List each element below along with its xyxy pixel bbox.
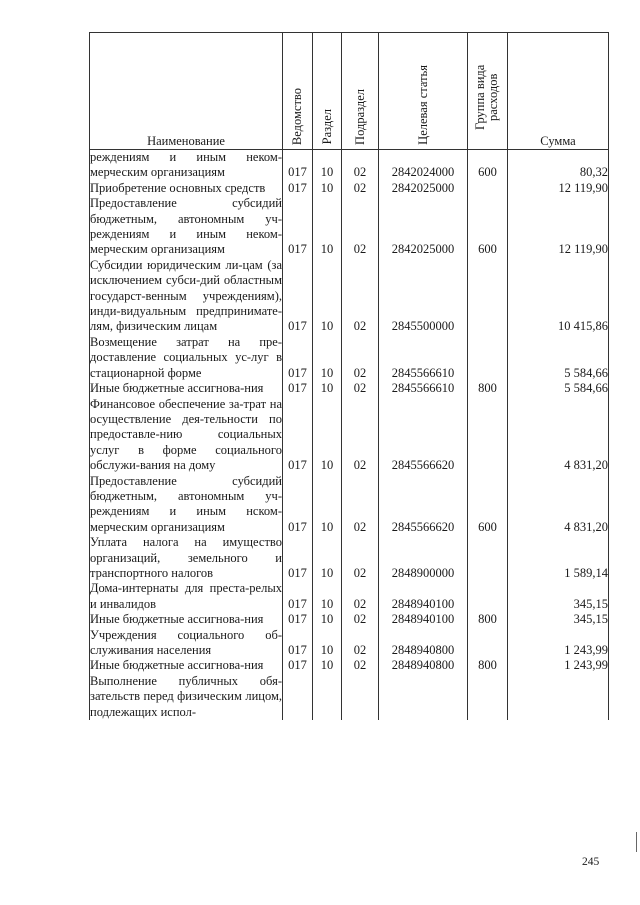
row-subsection: 02 bbox=[342, 581, 379, 612]
row-sum: 1 243,99 bbox=[508, 628, 609, 659]
row-name: Выполнение публичных обя-зательств перед физическим лицом, подлежащих испол- bbox=[90, 673, 282, 719]
row-subsection: 02 bbox=[342, 612, 379, 627]
row-subsection: 02 bbox=[342, 397, 379, 474]
row-name: Иные бюджетные ассигнова-ния bbox=[90, 381, 283, 396]
row-expense-group: 600 bbox=[468, 196, 508, 258]
row-target-item: 2848940100 bbox=[379, 581, 468, 612]
row-department: 017 bbox=[283, 658, 313, 673]
row-sum: 4 831,20 bbox=[508, 397, 609, 474]
row-subsection: 02 bbox=[342, 658, 379, 673]
row-target-item: 2842025000 bbox=[379, 196, 468, 258]
row-sum: 1 589,14 bbox=[508, 535, 609, 581]
table-row bbox=[90, 397, 609, 474]
row-subsection: 02 bbox=[342, 150, 379, 181]
table-row bbox=[90, 196, 609, 258]
row-section: 10 bbox=[313, 628, 342, 659]
scan-edge-mark bbox=[636, 832, 637, 852]
row-section: 10 bbox=[313, 335, 342, 381]
header-subsection: Подраздел bbox=[342, 33, 379, 150]
row-name: Субсидии юридическим ли-цам (за исключением субси-дий областным государст-венным учреждениям), инди-видуальным предпринимате-лям, физическим лицам bbox=[90, 257, 282, 334]
row-sum: 345,15 bbox=[508, 581, 609, 612]
row-subsection: 02 bbox=[342, 628, 379, 659]
row-name: Дома-интернаты для преста-релых и инвалидов bbox=[90, 581, 282, 611]
row-subsection: 02 bbox=[342, 181, 379, 196]
row-target-item: 2842025000 bbox=[379, 181, 468, 196]
row-department: 017 bbox=[283, 335, 313, 381]
row-target-item bbox=[379, 674, 468, 720]
row-section: 10 bbox=[313, 196, 342, 258]
row-name: Финансовое обеспечение за-трат на осуществление дея-тельности по предоставле-нию социальных услуг в форме социального обслужи-вания на дому bbox=[90, 396, 282, 473]
row-name: Возмещение затрат на пре-доставление социальных ус-луг в стационарной форме bbox=[90, 334, 282, 380]
row-target-item: 2848900000 bbox=[379, 535, 468, 581]
row-expense-group bbox=[468, 674, 508, 720]
table-row bbox=[90, 258, 609, 335]
row-name: Предоставление субсидий бюджетным, автономным уч-реждениям и иным неком-мерческим организациям bbox=[90, 196, 282, 257]
row-department: 017 bbox=[283, 628, 313, 659]
row-sum: 12 119,90 bbox=[508, 196, 609, 258]
header-sum: Сумма bbox=[508, 33, 609, 150]
row-department: 017 bbox=[283, 181, 313, 196]
row-subsection: 02 bbox=[342, 474, 379, 536]
row-sum bbox=[508, 674, 609, 720]
table-row bbox=[90, 674, 609, 720]
budget-table bbox=[89, 32, 609, 720]
row-target-item: 2842024000 bbox=[379, 150, 468, 181]
row-department: 017 bbox=[283, 381, 313, 396]
row-target-item: 2848940800 bbox=[379, 658, 468, 673]
row-target-item: 2845566620 bbox=[379, 474, 468, 536]
row-subsection: 02 bbox=[342, 196, 379, 258]
row-name: Предоставление субсидий бюджетным, автономным уч-реждениям и иным нском-мерческим организациям bbox=[90, 473, 282, 534]
row-department: 017 bbox=[283, 397, 313, 474]
row-section: 10 bbox=[313, 381, 342, 396]
row-section: 10 bbox=[313, 474, 342, 536]
row-subsection bbox=[342, 674, 379, 720]
row-sum: 5 584,66 bbox=[508, 381, 609, 396]
row-expense-group bbox=[468, 181, 508, 196]
row-section: 10 bbox=[313, 581, 342, 612]
row-expense-group: 800 bbox=[468, 381, 508, 396]
row-expense-group: 800 bbox=[468, 612, 508, 627]
row-department: 017 bbox=[283, 535, 313, 581]
header-target-item: Целевая статья bbox=[379, 33, 468, 150]
row-name: Учреждения социального об-служивания населения bbox=[90, 627, 282, 657]
row-section bbox=[313, 674, 342, 720]
row-name: Уплата налога на имущество организаций, земельного и транспортного налогов bbox=[90, 535, 282, 580]
row-section: 10 bbox=[313, 150, 342, 181]
row-expense-group bbox=[468, 397, 508, 474]
row-department: 017 bbox=[283, 612, 313, 627]
table-row bbox=[90, 150, 609, 181]
row-department: 017 bbox=[283, 258, 313, 335]
header-department: Ведомство bbox=[283, 33, 313, 150]
row-section: 10 bbox=[313, 535, 342, 581]
header-expense-group: Группа вида расходов bbox=[468, 33, 508, 150]
table-row bbox=[90, 628, 609, 659]
table-row bbox=[90, 474, 609, 536]
row-sum: 4 831,20 bbox=[508, 474, 609, 536]
row-expense-group: 600 bbox=[468, 474, 508, 536]
row-subsection: 02 bbox=[342, 381, 379, 396]
table-row bbox=[90, 581, 609, 612]
row-expense-group: 800 bbox=[468, 658, 508, 673]
row-expense-group bbox=[468, 258, 508, 335]
row-target-item: 2848940100 bbox=[379, 612, 468, 627]
row-sum: 80,32 bbox=[508, 150, 609, 181]
row-name: Иные бюджетные ассигнова-ния bbox=[90, 612, 283, 627]
header-section: Раздел bbox=[313, 33, 342, 150]
row-sum: 10 415,86 bbox=[508, 258, 609, 335]
row-expense-group bbox=[468, 535, 508, 581]
table-row bbox=[90, 181, 609, 196]
table-body bbox=[90, 150, 609, 721]
row-subsection: 02 bbox=[342, 335, 379, 381]
page-number: 245 bbox=[582, 856, 600, 868]
row-sum: 12 119,90 bbox=[508, 181, 609, 196]
row-department: 017 bbox=[283, 474, 313, 536]
row-target-item: 2845500000 bbox=[379, 258, 468, 335]
row-expense-group bbox=[468, 335, 508, 381]
row-sum: 1 243,99 bbox=[508, 658, 609, 673]
row-name: Иные бюджетные ассигнова-ния bbox=[90, 658, 283, 673]
table-header bbox=[90, 33, 609, 150]
row-section: 10 bbox=[313, 181, 342, 196]
table-row bbox=[90, 535, 609, 581]
row-target-item: 2845566610 bbox=[379, 335, 468, 381]
row-section: 10 bbox=[313, 658, 342, 673]
row-name: реждениям и иным неком-мерческим организациям bbox=[90, 150, 282, 180]
row-sum: 5 584,66 bbox=[508, 335, 609, 381]
row-name: Приобретение основных средств bbox=[90, 181, 283, 196]
row-sum: 345,15 bbox=[508, 612, 609, 627]
row-target-item: 2845566610 bbox=[379, 381, 468, 396]
row-subsection: 02 bbox=[342, 258, 379, 335]
row-department: 017 bbox=[283, 581, 313, 612]
row-department: 017 bbox=[283, 150, 313, 181]
table-row bbox=[90, 658, 609, 673]
row-department bbox=[283, 674, 313, 720]
row-section: 10 bbox=[313, 397, 342, 474]
table-row bbox=[90, 335, 609, 381]
header-name: Наименование bbox=[90, 33, 283, 150]
row-target-item: 2845566620 bbox=[379, 397, 468, 474]
row-subsection: 02 bbox=[342, 535, 379, 581]
row-department: 017 bbox=[283, 196, 313, 258]
table-row bbox=[90, 381, 609, 396]
row-section: 10 bbox=[313, 258, 342, 335]
table-row bbox=[90, 612, 609, 627]
row-section: 10 bbox=[313, 612, 342, 627]
row-expense-group bbox=[468, 628, 508, 659]
row-expense-group: 600 bbox=[468, 150, 508, 181]
row-expense-group bbox=[468, 581, 508, 612]
row-target-item: 2848940800 bbox=[379, 628, 468, 659]
